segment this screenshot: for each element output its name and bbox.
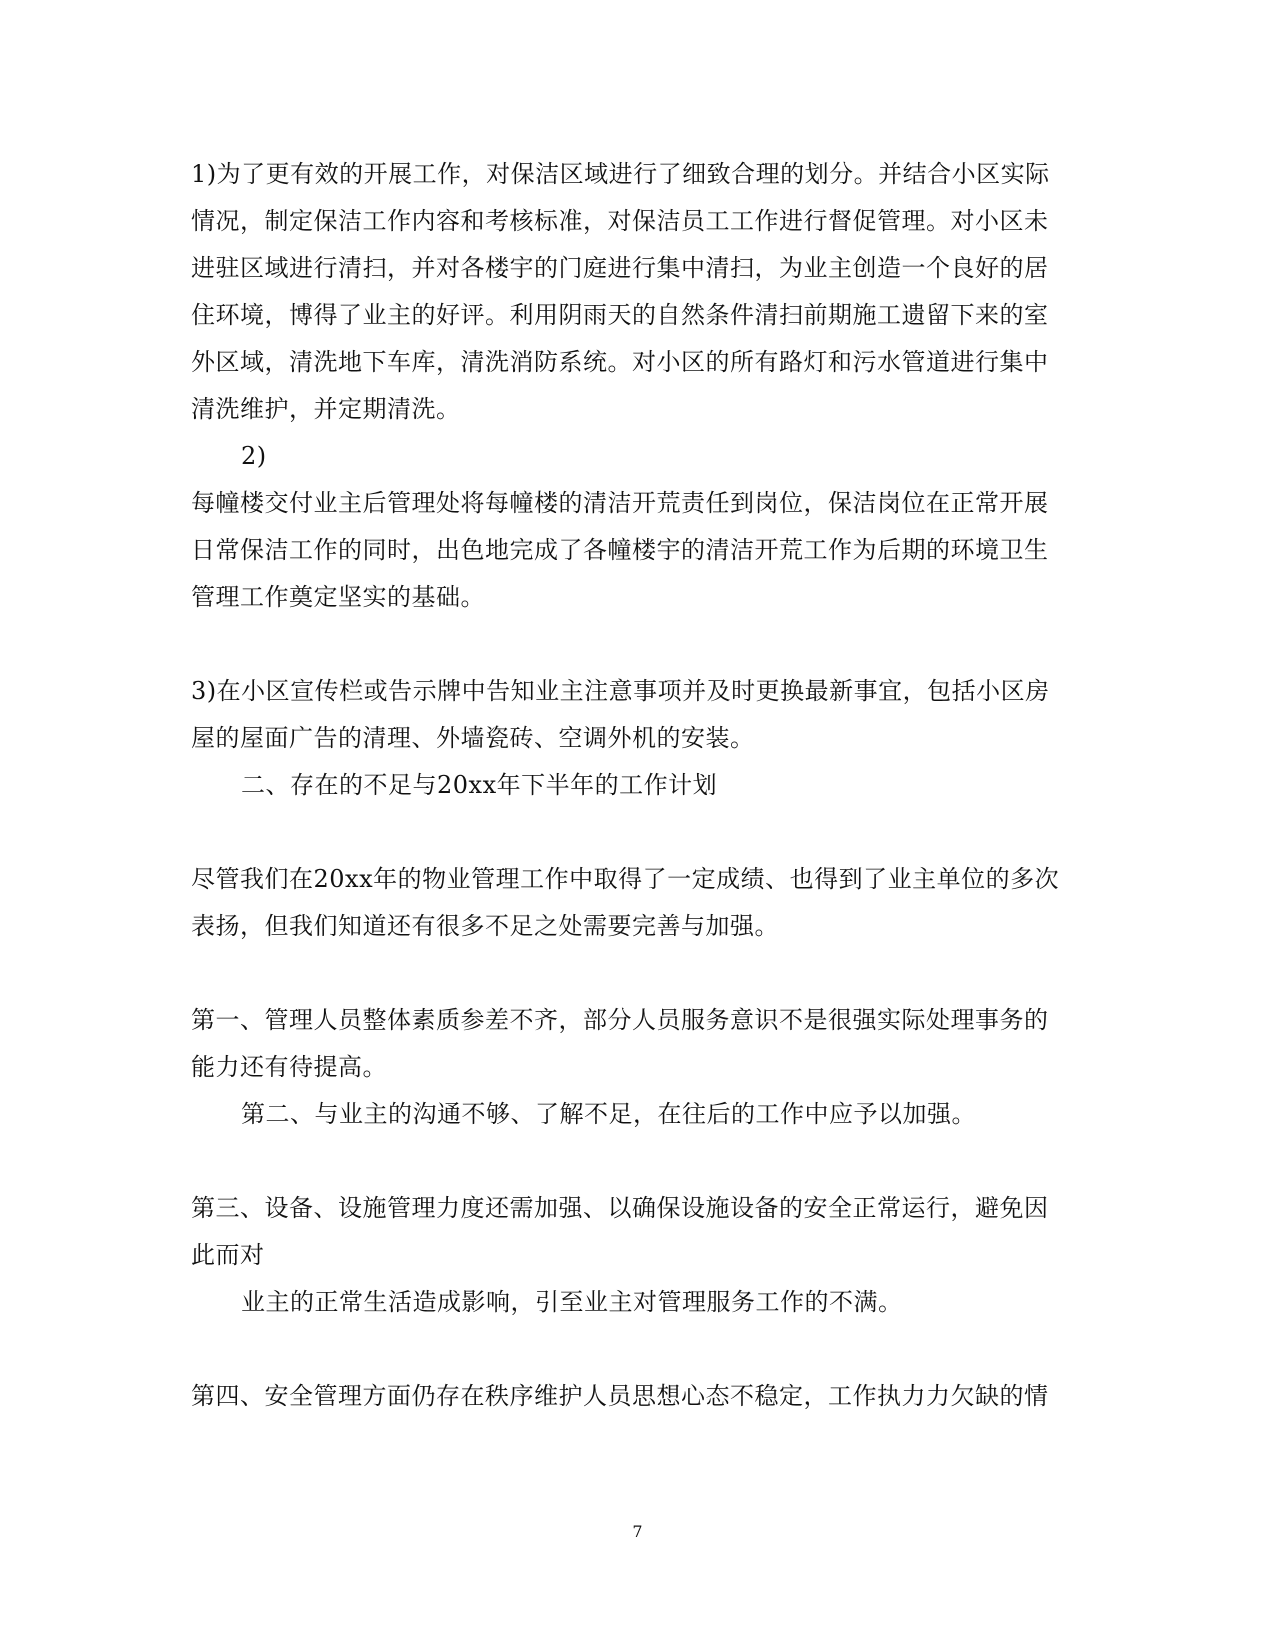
text-line-15: 表扬，但我们知道还有很多不足之处需要完善与加强。 [191, 912, 779, 940]
text-line-17: 能力还有待提高。 [191, 1053, 387, 1081]
text-line-4: 住环境，博得了业主的好评。利用阴雨天的自然条件清扫前期施工遗留下来的室 [191, 301, 1049, 329]
text-line-6: 清洗维护，并定期清洗。 [191, 395, 461, 423]
text-line-11: 3)在小区宣传栏或告示牌中告知业主注意事项并及时更换最新事宜，包括小区房 [191, 677, 1050, 705]
text-line-9: 日常保洁工作的同时，出色地完成了各幢楼宇的清洁开荒工作为后期的环境卫生 [191, 536, 1049, 564]
text-line-3: 进驻区域进行清扫，并对各楼宇的门庭进行集中清扫，为业主创造一个良好的居 [191, 254, 1049, 282]
text-line-12: 屋的屋面广告的清理、外墙瓷砖、空调外机的安装。 [191, 724, 755, 752]
text-line-20: 此而对 [191, 1241, 265, 1269]
text-line-16: 第一、管理人员整体素质参差不齐，部分人员服务意识不是很强实际处理事务的 [191, 1006, 1049, 1034]
page-number: 7 [632, 1522, 643, 1541]
section-heading: 二、存在的不足与20xx年下半年的工作计划 [241, 771, 718, 799]
text-line-19: 第三、设备、设施管理力度还需加强、以确保设施设备的安全正常运行，避免因 [191, 1194, 1049, 1222]
text-line-1: 1)为了更有效的开展工作，对保洁区域进行了细致合理的划分。并结合小区实际 [191, 160, 1050, 188]
text-line-7: 2) [241, 442, 267, 470]
text-line-18: 第二、与业主的沟通不够、了解不足，在往后的工作中应予以加强。 [241, 1100, 976, 1128]
text-line-14: 尽管我们在20xx年的物业管理工作中取得了一定成绩、也得到了业主单位的多次 [191, 865, 1060, 893]
text-line-22: 第四、安全管理方面仍存在秩序维护人员思想心态不稳定，工作执力力欠缺的情 [191, 1382, 1049, 1410]
text-line-21: 业主的正常生活造成影响，引至业主对管理服务工作的不满。 [241, 1288, 903, 1316]
text-line-5: 外区域，清洗地下车库，清洗消防系统。对小区的所有路灯和污水管道进行集中 [191, 348, 1049, 376]
text-line-10: 管理工作奠定坚实的基础。 [191, 583, 485, 611]
text-line-8: 每幢楼交付业主后管理处将每幢楼的清洁开荒责任到岗位，保洁岗位在正常开展 [191, 489, 1049, 517]
text-line-2: 情况，制定保洁工作内容和考核标准，对保洁员工工作进行督促管理。对小区未 [191, 207, 1049, 235]
